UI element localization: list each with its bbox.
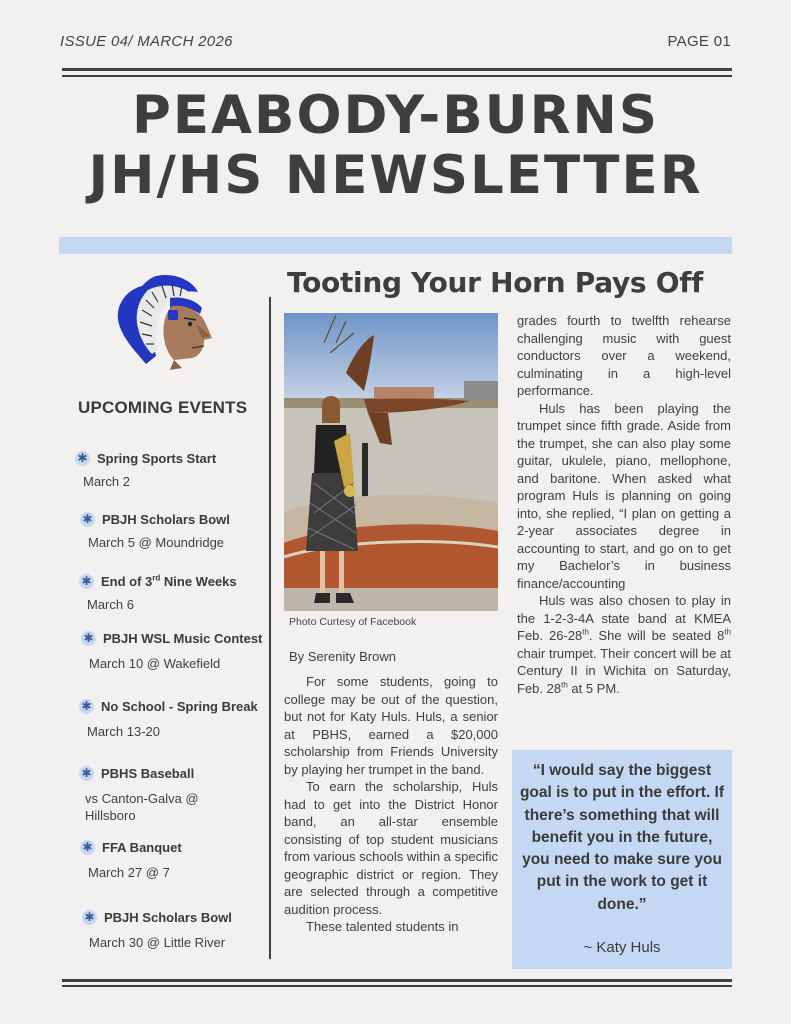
- newsletter-title: PEABODY-BURNS JH/HS NEWSLETTER: [88, 85, 703, 206]
- top-rule-thick: [62, 68, 732, 71]
- issue-label: ISSUE 04/ MARCH 2026: [60, 33, 233, 50]
- article-title: Tooting Your Horn Pays Off: [287, 266, 703, 299]
- column-divider: [269, 297, 271, 959]
- asterisk-bullet-icon: ✱: [80, 512, 95, 527]
- bottom-rule-thick: [62, 979, 732, 982]
- article-column-1: [284, 673, 498, 936]
- quote-author: ~ Katy Huls: [583, 939, 661, 956]
- paragraph: Huls was also chosen to play in the 1-2-3-4A state band at KMEA Feb. 26-28th. She will be seated 8th chair trumpet. Their concert will be at Century II in Wichita on Saturday, Feb. 28th at 5 PM.: [517, 593, 732, 696]
- paragraph: grades fourth to twelfth rehearse challenging music with guest conductors over a weekend, culminating in a high-level performance.: [517, 313, 731, 398]
- title-accent-bar: [59, 237, 732, 254]
- asterisk-bullet-icon: ✱: [80, 840, 95, 855]
- asterisk-bullet-icon: ✱: [75, 451, 90, 466]
- asterisk-bullet-icon: ✱: [79, 574, 94, 589]
- paragraph: These talented students in: [306, 919, 459, 934]
- pull-quote: [512, 750, 732, 969]
- top-rule-thin: [62, 75, 732, 77]
- photo-caption: Photo Curtesy of Facebook: [289, 616, 417, 628]
- paragraph: For some students, going to college may be out of the question, but not for Katy Huls. Huls, a senior at PBHS, earned a $20,000 scholarship from Friends University by playing her trumpet in the band.: [284, 674, 498, 777]
- asterisk-bullet-icon: ✱: [79, 699, 94, 714]
- article-column-2: [517, 312, 731, 697]
- asterisk-bullet-icon: ✱: [82, 910, 97, 925]
- student-trumpet-photo: [284, 313, 498, 611]
- quote-text: “I would say the biggest goal is to put in the effort. If there’s something that will benefit you in the future, you need to make sure you put in the work to get it done.”: [519, 762, 725, 913]
- upcoming-events-heading: UPCOMING EVENTS: [78, 398, 248, 417]
- warrior-mascot-icon: [112, 268, 216, 372]
- page-number: PAGE 01: [667, 33, 731, 50]
- asterisk-bullet-icon: ✱: [79, 766, 94, 781]
- paragraph: Huls has been playing the trumpet since fifth grade. Aside from the trumpet, she can also play some guitar, ukulele, piano, mellophone, and baritone. When asked what program Huls is planning on going into, she replied, “I plan on getting a 2-year associates degree in accounting to start, and go on to get my Bachelor’s in business finance/accounting: [517, 400, 731, 591]
- paragraph: To earn the scholarship, Huls had to get into the District Honor band, an all-star ensemble consisting of top student musicians from various schools within a specific geographic district or region. They are selected through a competitive audition process.: [284, 779, 498, 917]
- article-byline: By Serenity Brown: [289, 649, 396, 664]
- asterisk-bullet-icon: ✱: [81, 631, 96, 646]
- bottom-rule-thin: [62, 985, 732, 987]
